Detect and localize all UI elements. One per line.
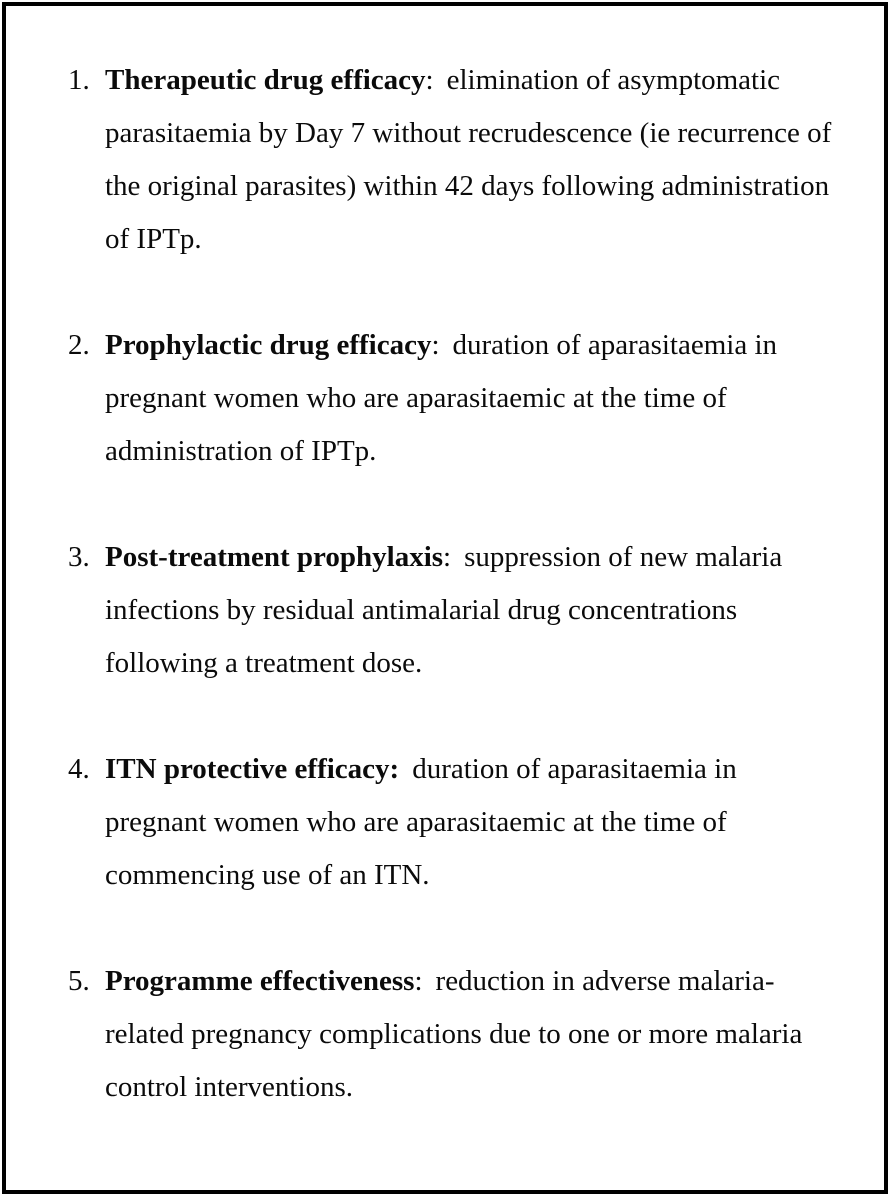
item-definition: duration of aparasitaemia in pregnant women who are aparasitaemic at the time of commencing use of an ITN.	[105, 753, 737, 891]
item-term: Therapeutic drug efficacy	[105, 64, 426, 96]
item-definition: duration of aparasitaemia in pregnant women who are aparasitaemic at the time of administration of IPTp.	[105, 329, 778, 467]
definition-item-4	[68, 743, 842, 902]
item-number: 3.	[68, 541, 90, 573]
item-term: Programme effectiveness	[105, 965, 415, 997]
item-text	[105, 54, 842, 266]
item-text	[105, 743, 842, 902]
item-term: Prophylactic drug efficacy	[105, 329, 432, 361]
item-number: 4.	[68, 753, 90, 785]
definition-item-3	[68, 531, 842, 690]
item-definition: suppression of new malaria infections by residual antimalarial drug concentrations following a treatment dose.	[105, 541, 783, 679]
item-separator: :	[443, 541, 452, 573]
item-text	[105, 955, 842, 1114]
definition-item-1	[68, 54, 842, 266]
item-definition: elimination of asymptomatic parasitaemia by Day 7 without recrudescence (ie recurrence of the original parasites) within 42 days following administration of IPTp.	[105, 64, 832, 255]
item-separator: :	[414, 965, 423, 997]
item-number: 5.	[68, 965, 90, 997]
item-separator: :	[425, 64, 434, 96]
definitions-figure-box	[2, 2, 888, 1194]
item-term: ITN protective efficacy:	[105, 753, 400, 785]
item-number: 2.	[68, 329, 90, 361]
item-separator: :	[431, 329, 440, 361]
item-text	[105, 531, 842, 690]
item-definition: reduction in adverse malaria-related pregnancy complications due to one or more malaria control interventions.	[105, 965, 803, 1103]
item-term: Post-treatment prophylaxis	[105, 541, 444, 573]
definition-item-2	[68, 319, 842, 478]
item-number: 1.	[68, 64, 90, 96]
definition-item-5	[68, 955, 842, 1114]
item-text	[105, 319, 842, 478]
